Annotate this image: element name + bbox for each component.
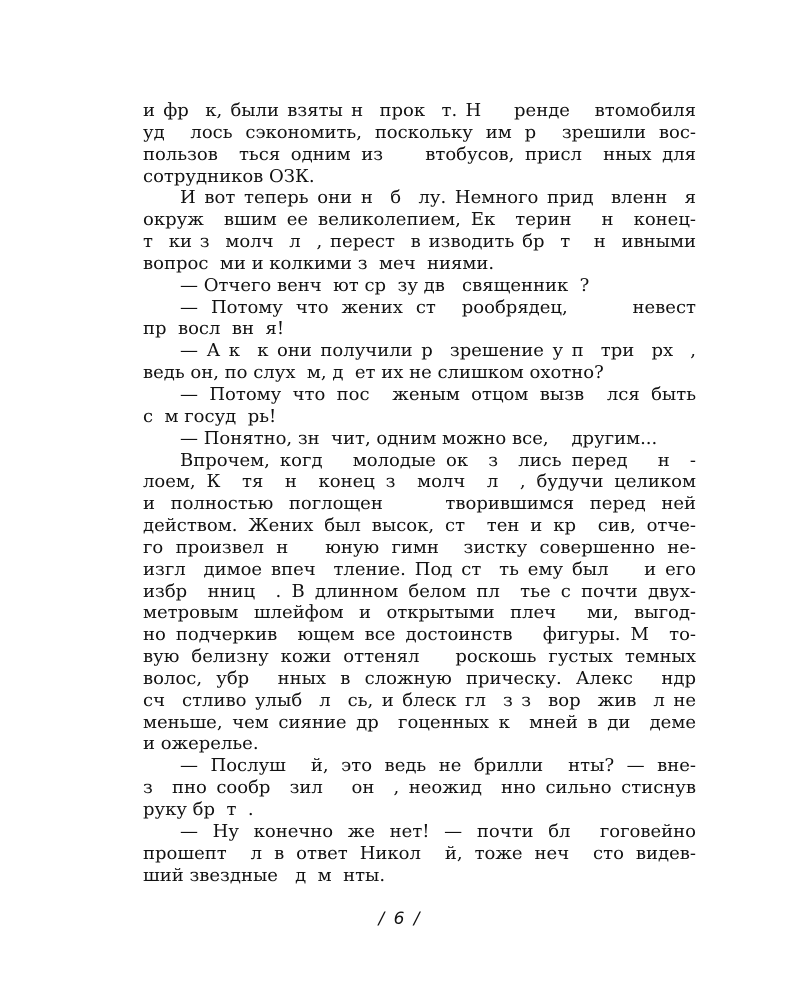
text-line: но подчеркив ющем все достоинств фигуры. М то- (143, 624, 696, 646)
text-line: вопрос ми и колкими з меч ниями. (143, 252, 495, 274)
text-line: лоем, К тя н конец з молч л , будучи целиком (143, 471, 696, 493)
text-line: уд лось сэкономить, поскольку им р зрешили вос- (143, 121, 696, 143)
text-line: и фр к, были взяты н прок т. Н ренде втомобиля (143, 100, 696, 121)
text-line: — А к к они получили р зрешение у п три рх , (180, 340, 696, 362)
text-line: окруж вшим ее великолепием, Ек терин н конец- (143, 209, 696, 231)
text-line: — Ну конечно же нет! — почти бл гоговейно (180, 820, 696, 842)
text-line: т ки з молч л , перест в изводить бр т н ивными (143, 231, 696, 253)
text-line: ший звездные д м нты. (143, 864, 386, 886)
text-line: — Отчего венч ют ср зу дв священник ? (180, 274, 590, 296)
text-line: действом. Жених был высок, ст тен и кр сив, отче- (143, 515, 696, 537)
text-line: меньше, чем сияние др гоценных к мней в ди деме (143, 711, 696, 733)
body-text (143, 100, 696, 886)
text-line: изгл димое впеч тление. Под ст ть ему был и его (143, 558, 696, 580)
text-line: пр восл вн я! (143, 318, 285, 340)
text-line: з пно сообр зил он , неожид нно сильно стиснув (143, 777, 696, 799)
text-line: руку бр т . (143, 799, 254, 820)
text-line: прошепт л в ответ Никол й, тоже неч сто видев- (143, 842, 696, 864)
text-line: — Послуш й, это ведь не брилли нты? — вне- (180, 755, 696, 777)
text-line: и полностью поглощен творившимся перед ней (143, 493, 696, 515)
text-line: Впрочем, когд молодые ок з лись перед н - (180, 449, 696, 471)
text-line: избр нниц . В длинном белом пл тье с почти двух- (143, 580, 696, 602)
text-line: — Потому что жених ст рообрядец, невест (180, 296, 696, 318)
text-line: сотрудников ОЗК. (143, 165, 315, 187)
text-line: метровым шлейфом и открытыми плеч ми, выгод- (143, 602, 696, 624)
text-line: И вот теперь они н б лу. Немного прид вленн я (180, 187, 696, 209)
text-line: пользов ться одним из втобусов, присл нных для (143, 143, 696, 165)
text-line: сч стливо улыб л сь, и блеск гл з з вор жив л не (143, 689, 696, 711)
page-number: / 6 / (378, 909, 422, 929)
text-line: волос, убр нных в сложную прическу. Алекс ндр (143, 667, 696, 689)
text-line: с м госуд рь! (143, 405, 277, 427)
text-line: ведь он, по слух м, д ет их не слишком охотно? (143, 362, 604, 384)
text-line: — Потому что пос женым отцом вызв лся быть (180, 383, 696, 405)
text-line: вую белизну кожи оттенял роскошь густых темных (143, 646, 696, 668)
text-line: — Понятно, зн чит, одним можно все, другим... (180, 427, 658, 449)
text-line: го произвел н юную гимн зистку совершенно не- (143, 536, 696, 558)
text-line: и ожерелье. (143, 733, 259, 755)
